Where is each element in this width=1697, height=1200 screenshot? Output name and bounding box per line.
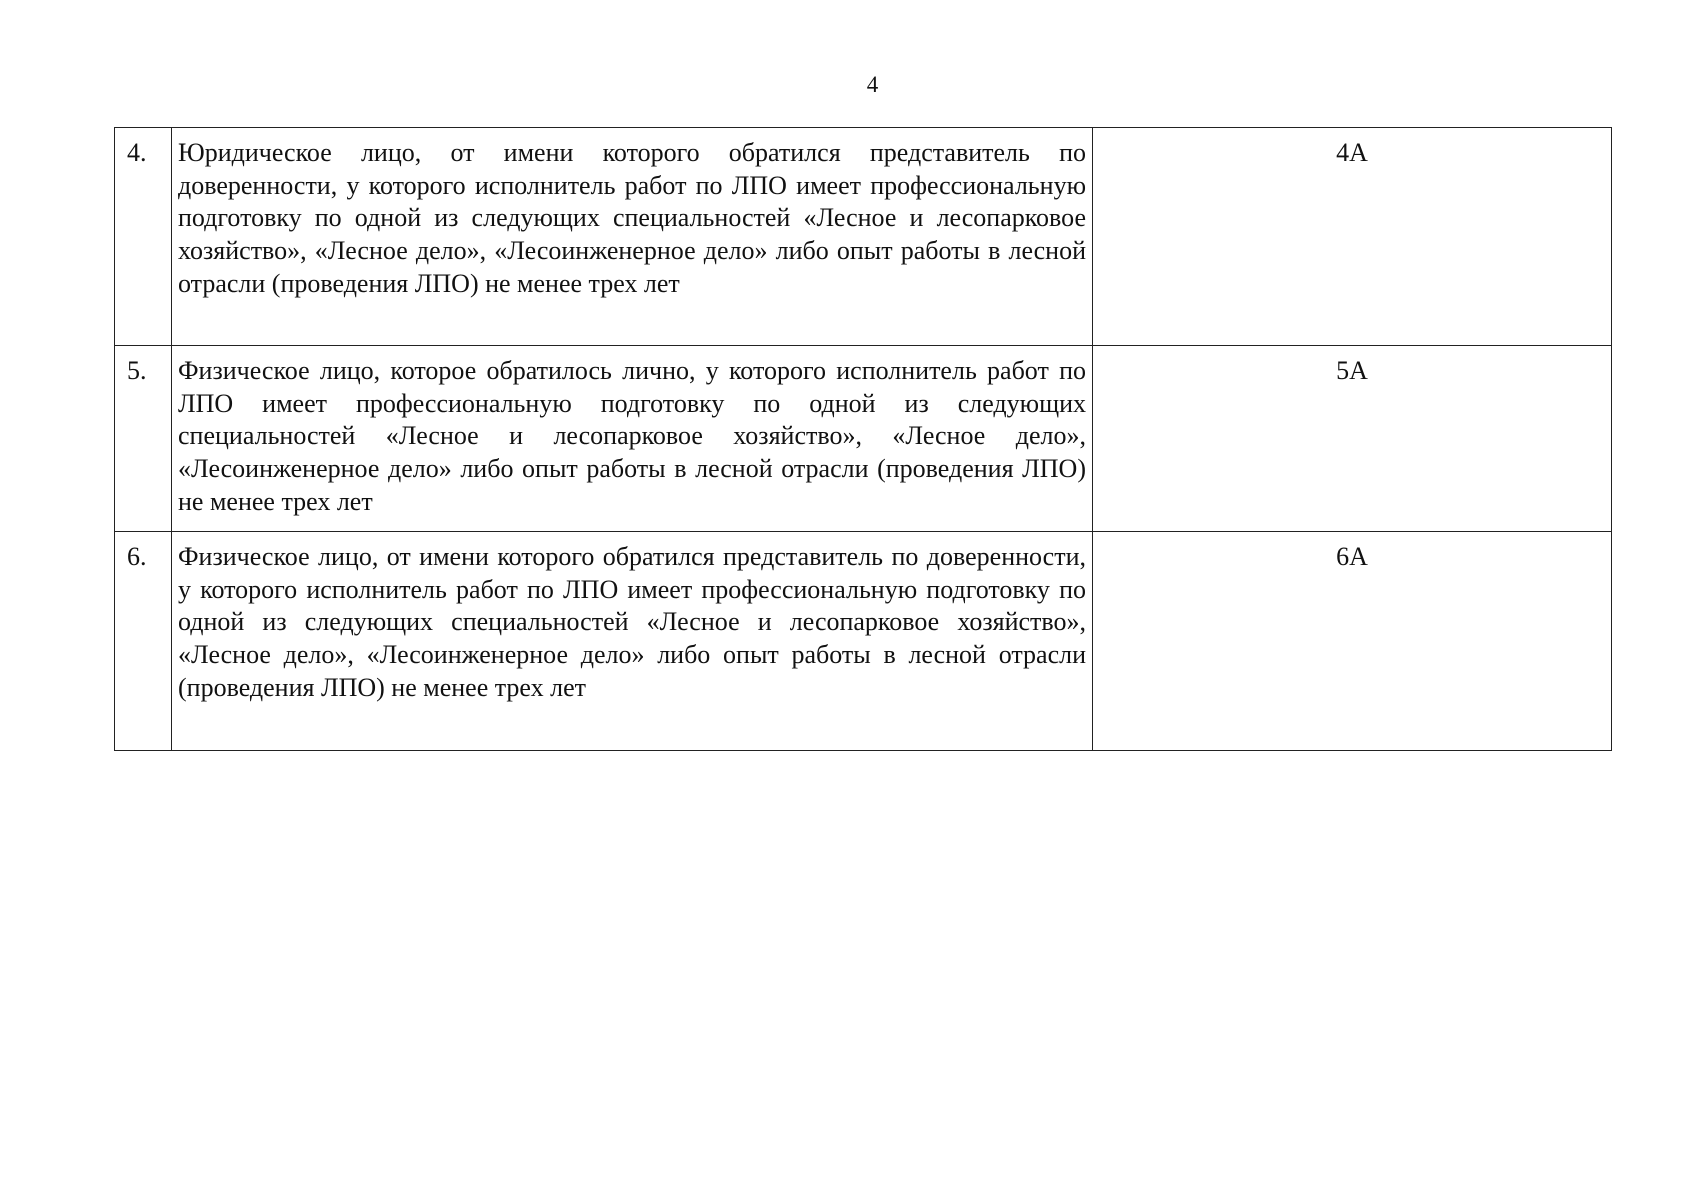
row-number: 6. — [115, 532, 172, 751]
category-code: 6А — [1093, 532, 1612, 751]
applicant-category-table — [114, 127, 1612, 751]
table-row — [115, 128, 1612, 346]
applicant-description: Физическое лицо, которое обратилось лично, у которого исполнитель работ по ЛПО имеет профессиональную подготовку по одной из следующих специальностей «Лесное и лесопарковое хозяйство», «Лесное дело», «Лесоинженерное дело» либо опыт работы в лесной отрасли (проведения ЛПО) не менее трех лет — [172, 346, 1093, 532]
category-code: 5А — [1093, 346, 1612, 532]
applicant-description: Юридическое лицо, от имени которого обратился представитель по доверенности, у которого исполнитель работ по ЛПО имеет профессиональную подготовку по одной из следующих специальностей «Лесное и лесопарковое хозяйство», «Лесное дело», «Лесоинженерное дело» либо опыт работы в лесной отрасли (проведения ЛПО) не менее трех лет — [172, 128, 1093, 346]
table-row — [115, 346, 1612, 532]
applicant-description: Физическое лицо, от имени которого обратился представитель по доверенности, у которого исполнитель работ по ЛПО имеет профессиональную подготовку по одной из следующих специальностей «Лесное и лесопарковое хозяйство», «Лесное дело», «Лесоинженерное дело» либо опыт работы в лесной отрасли (проведения ЛПО) не менее трех лет — [172, 532, 1093, 751]
row-number: 4. — [115, 128, 172, 346]
category-code: 4А — [1093, 128, 1612, 346]
table-row — [115, 532, 1612, 751]
row-number: 5. — [115, 346, 172, 532]
page-number: 4 — [866, 72, 879, 97]
